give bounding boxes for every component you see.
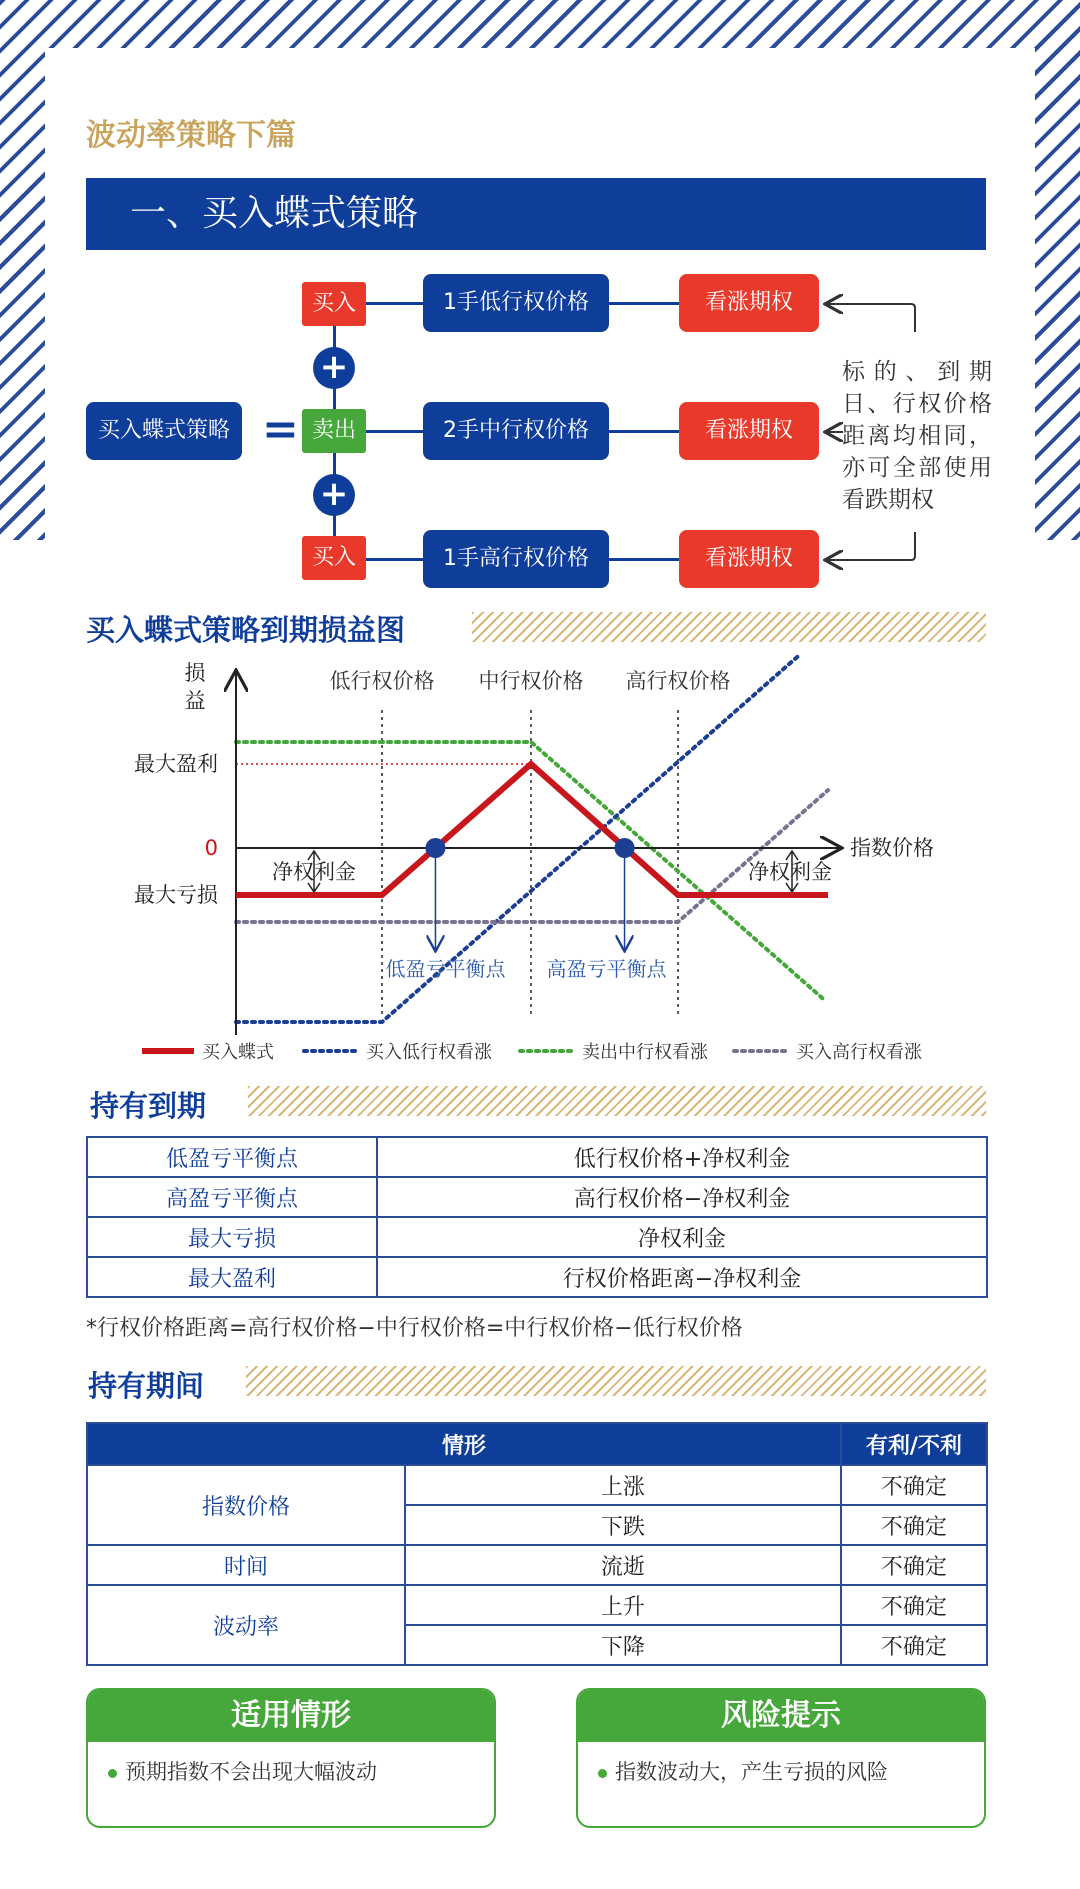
risk-box — [576, 1688, 986, 1828]
row2-price: 2手中行权价格 — [423, 402, 609, 460]
hold-expiry-hatch — [248, 1086, 986, 1116]
factor-cell: 指数价格 — [87, 1465, 405, 1545]
low-breakeven-point — [425, 838, 445, 858]
table-row — [87, 1257, 987, 1297]
high-breakeven-point — [615, 838, 635, 858]
footnote: *行权价格距离=高行权价格−中行权价格=中行权价格−低行权价格 — [86, 1316, 743, 1341]
hold-row-label: 高盈亏平衡点 — [87, 1177, 377, 1217]
table-row — [87, 1585, 987, 1625]
legend-label-butterfly: 买入蝶式 — [202, 1042, 274, 1063]
row1-price: 1手低行权价格 — [423, 274, 609, 332]
row2-action: 卖出 — [302, 409, 366, 453]
low-breakeven-label: 低盈亏平衡点 — [385, 957, 506, 981]
series-long-low-call — [236, 654, 800, 1022]
net-premium-right-label: 净权利金 — [748, 860, 832, 884]
y-axis-label-2: 益 — [184, 689, 206, 713]
legend-swatch-mid-call — [518, 1046, 574, 1056]
chart-legend — [140, 1038, 1040, 1064]
hold-row-value: 净权利金 — [377, 1217, 987, 1257]
change-cell: 下跌 — [405, 1505, 841, 1545]
formula-note: 标的、到期日、行权价格距离均相同，亦可全部使用看跌期权 — [842, 359, 992, 513]
factor-cell: 波动率 — [87, 1585, 405, 1665]
table-row — [87, 1217, 987, 1257]
strike-label-high: 高行权价格 — [625, 669, 731, 693]
strike-label-low: 低行权价格 — [329, 669, 435, 693]
hold-row-label: 最大亏损 — [87, 1217, 377, 1257]
table-row — [87, 1177, 987, 1217]
legend-label-low-call: 买入低行权看涨 — [366, 1042, 492, 1063]
risk-item — [578, 1742, 984, 1786]
net-premium-left-label: 净权利金 — [272, 860, 356, 884]
high-breakeven-label: 高盈亏平衡点 — [546, 957, 667, 981]
strategy-box: 买入蝶式策略 — [86, 402, 242, 460]
x-axis-label: 指数价格 — [850, 836, 934, 860]
table-row — [87, 1465, 987, 1505]
hold-expiry-title: 持有到期 — [90, 1089, 207, 1123]
plus-icon-1: + — [313, 347, 355, 389]
row1-option: 看涨期权 — [679, 274, 819, 332]
table-header-row — [87, 1423, 987, 1465]
row3-price: 1手高行权价格 — [423, 530, 609, 588]
applicable-box — [86, 1688, 496, 1828]
table-row — [87, 1137, 987, 1177]
legend-label-mid-call: 卖出中行权看涨 — [582, 1042, 708, 1063]
header-situation: 情形 — [87, 1423, 841, 1465]
holding-period-hatch — [246, 1366, 986, 1396]
hold-row-label: 最大盈利 — [87, 1257, 377, 1297]
effect-cell: 不确定 — [841, 1625, 987, 1665]
effect-cell: 不确定 — [841, 1545, 987, 1585]
legend-swatch-butterfly — [140, 1046, 196, 1056]
bullet-icon — [598, 1769, 607, 1778]
hold-expiry-table — [86, 1136, 988, 1298]
zero-label: 0 — [204, 836, 218, 860]
effect-cell: 不确定 — [841, 1465, 987, 1505]
row3-action: 买入 — [302, 536, 366, 580]
holding-period-title: 持有期间 — [88, 1369, 205, 1403]
legend-swatch-high-call — [732, 1046, 788, 1056]
legend-swatch-low-call — [302, 1046, 358, 1056]
row3-option: 看涨期权 — [679, 530, 819, 588]
section-title-bar: 一、买入蝶式策略 — [86, 178, 986, 250]
row1-action: 买入 — [302, 282, 366, 326]
applicable-title: 适用情形 — [88, 1690, 494, 1742]
risk-text: 指数波动大，产生亏损的风险 — [615, 1760, 888, 1784]
risk-title: 风险提示 — [578, 1690, 984, 1742]
plus-icon-2: + — [313, 474, 355, 516]
strike-label-mid: 中行权价格 — [478, 669, 584, 693]
hold-row-value: 行权价格距离−净权利金 — [377, 1257, 987, 1297]
header-effect: 有利/不利 — [841, 1423, 987, 1465]
legend-label-high-call: 买入高行权看涨 — [796, 1042, 922, 1063]
max-profit-label: 最大盈利 — [134, 752, 218, 776]
row2-option: 看涨期权 — [679, 402, 819, 460]
series-long-high-call — [236, 790, 828, 922]
chart-section-title: 买入蝶式策略到期损益图 — [86, 613, 406, 647]
page-subtitle: 波动率策略下篇 — [86, 118, 296, 153]
change-cell: 上升 — [405, 1585, 841, 1625]
equals-sign: = — [262, 404, 299, 455]
bullet-icon — [108, 1769, 117, 1778]
payoff-chart — [0, 650, 1080, 1070]
hold-row-label: 低盈亏平衡点 — [87, 1137, 377, 1177]
change-cell: 上涨 — [405, 1465, 841, 1505]
applicable-text: 预期指数不会出现大幅波动 — [125, 1760, 377, 1784]
hold-row-value: 高行权价格−净权利金 — [377, 1177, 987, 1217]
factor-cell: 时间 — [87, 1545, 405, 1585]
applicable-item — [88, 1742, 494, 1786]
change-cell: 下降 — [405, 1625, 841, 1665]
max-loss-label: 最大亏损 — [134, 883, 218, 907]
holding-period-table — [86, 1422, 988, 1666]
chart-title-hatch — [472, 612, 986, 642]
effect-cell: 不确定 — [841, 1585, 987, 1625]
effect-cell: 不确定 — [841, 1505, 987, 1545]
hold-row-value: 低行权价格+净权利金 — [377, 1137, 987, 1177]
change-cell: 流逝 — [405, 1545, 841, 1585]
y-axis-label-1: 损 — [184, 661, 206, 685]
table-row — [87, 1545, 987, 1585]
